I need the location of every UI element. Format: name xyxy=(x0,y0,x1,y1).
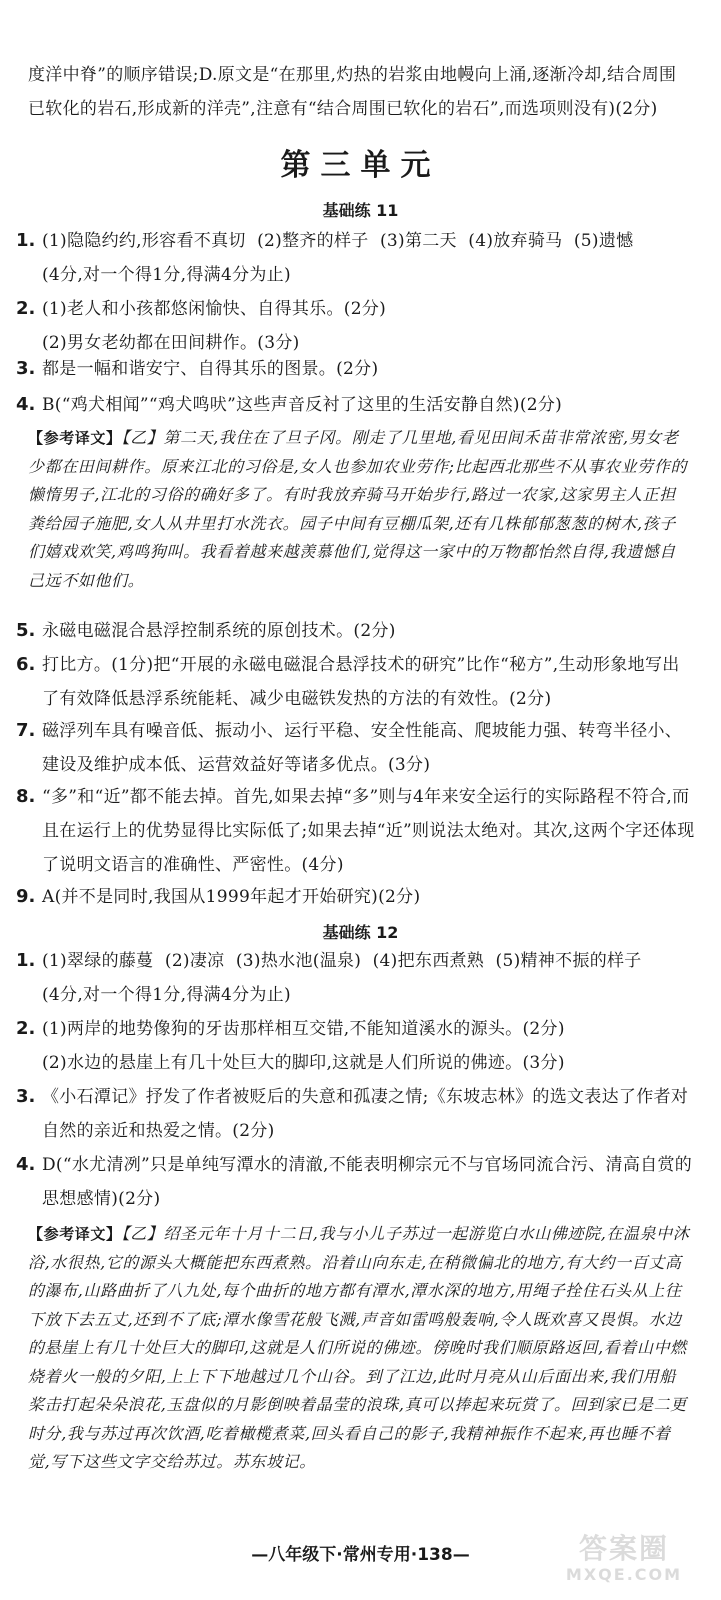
item-text: “多”和“近”都不能去掉。首先,如果去掉“多”则与4年来安全运行的实际路程不符合,而且在运行上的优势显得比实际低了;如果去掉“近”则说法太绝对。其次,这两个字还体现了说明文语言的准确性、严密性。(4分) xyxy=(42,787,695,875)
item-text: 《小石潭记》抒发了作者被贬后的失意和孤凄之情;《东坡志林》的选文表达了作者对自然的亲近和热爱之情。(2分) xyxy=(42,1087,689,1141)
item-text: 永磁电磁混合悬浮控制系统的原创技术。(2分) xyxy=(42,621,396,641)
item-number: 8. xyxy=(16,786,36,807)
item-text: D(“水尤清冽”只是单纯写潭水的清澈,不能表明柳宗元不与官场同流合污、清高自赏的思想感情)(2分) xyxy=(42,1155,693,1209)
item-number: 7. xyxy=(16,720,36,741)
item-text: (1)翠绿的藤蔓 (2)凄凉 (3)热水池(温泉) (4)把东西煮熟 (5)精神不振的样子 (4分,对一个得1分,得满4分为止) xyxy=(42,951,642,1005)
watermark-logo xyxy=(549,1525,699,1585)
translation-tag: 【参考译文】 xyxy=(28,1225,122,1243)
reference-translation-11 xyxy=(28,424,692,595)
watermark-text: 答案圈 xyxy=(578,1532,669,1565)
item-text: A(并不是同时,我国从1999年起才开始研究)(2分) xyxy=(42,887,421,907)
item-text: B(“鸡犬相闻”“鸡犬鸣吠”这些声音反衬了这里的生活安静自然)(2分) xyxy=(42,395,563,415)
item-number: 5. xyxy=(16,620,36,641)
item-number: 1. xyxy=(16,230,36,251)
section-title-12: 基础练 12 xyxy=(322,923,399,942)
item-text: (1)老人和小孩都悠闲愉快、自得其乐。(2分) (2)男女老幼都在田间耕作。(3分) xyxy=(42,299,387,353)
translation-text: 【乙】第二天,我住在了旦子冈。刚走了几里地,看见田间禾苗非常浓密,男女老少都在田间耕作。原来江北的习俗是,女人也参加农业劳作;比起西北那些不从事农业劳作的懒惰男子,江北的习俗的确好多了。有时我放弃骑马开始步行,路过一农家,这家男主人正担粪给园子施肥,女人从井里打水洗衣。园子中间有豆棚瓜架,还有几株郁郁葱葱的树木,孩子们嬉戏欢笑,鸡鸣狗叫。我看着越来越羡慕他们,觉得这一家中的万物都怡然自得,我遗憾自己远不如他们。 xyxy=(28,428,688,590)
item-text: (1)两岸的地势像狗的牙齿那样相互交错,不能知道溪水的源头。(2分) (2)水边的悬崖上有几十处巨大的脚印,这就是人们所说的佛迹。(3分) xyxy=(42,1019,565,1073)
item-number: 3. xyxy=(16,1086,36,1107)
item-text: 磁浮列车具有噪音低、振动小、运行平稳、安全性能高、爬坡能力强、转弯半径小、建设及维护成本低、运营效益好等诸多优点。(3分) xyxy=(42,721,683,775)
item-number: 9. xyxy=(16,886,36,907)
item-text: 都是一幅和谐安宁、自得其乐的图景。(2分) xyxy=(42,359,379,379)
translation-text: 【乙】绍圣元年十月十二日,我与小儿子苏过一起游览白水山佛迹院,在温泉中沐浴,水很热,它的源头大概能把东西煮熟。沿着山向东走,在稍微偏北的地方,有大约一百丈高的瀑布,山路曲折了八九处,每个曲折的地方都有潭水,潭水深的地方,用绳子拴住石头从上往下放下去五丈,还到不了底;潭水像雪花般飞溅,声音如雷鸣般轰响,令人既欢喜又畏惧。水边的悬崖上有几十处巨大的脚印,这就是人们所说的佛迹。傍晚时我们顺原路返回,看着山中燃烧着火一般的夕阳,上上下下地越过几个山谷。到了江边,此时月亮从山后面出来,我们用船桨击打起朵朵浪花,玉盘似的月影倒映着晶莹的浪珠,真可以捧起来玩赏了。回到家已是二更时分,我与苏过再次饮酒,吃着橄榄煮菜,回头看自己的影子,我精神振作不起来,再也睡不着觉,写下这些文字交给苏过。苏东坡记。 xyxy=(28,1224,690,1471)
item-number: 2. xyxy=(16,298,36,319)
item-text: 打比方。(1分)把“开展的永磁电磁混合悬浮技术的研究”比作“秘方”,生动形象地写出了有效降低悬浮系统能耗、减少电磁铁发热的方法的有效性。(2分) xyxy=(42,655,680,709)
item-number: 4. xyxy=(16,394,36,415)
item-text: (1)隐隐约约,形容看不真切 (2)整齐的样子 (3)第二天 (4)放弃骑马 (5)遗憾 (4分,对一个得1分,得满4分为止) xyxy=(42,231,634,285)
intro-paragraph: 度洋中脊”的顺序错误;D.原文是“在那里,灼热的岩浆由地幔向上涌,逐渐冷却,结合周围已软化的岩石,形成新的洋壳”,注意有“结合周围已软化的岩石”,而选项则没有)(2分) xyxy=(28,65,677,119)
reference-translation-12 xyxy=(28,1220,692,1477)
watermark-url: MXQE.COM xyxy=(565,1565,683,1584)
item-number: 2. xyxy=(16,1018,36,1039)
item-number: 4. xyxy=(16,1154,36,1175)
page-footer: —八年级下·常州专用·138— xyxy=(251,1545,470,1565)
translation-tag: 【参考译文】 xyxy=(28,429,122,447)
unit-title: 第三单元 xyxy=(280,148,441,183)
item-number: 3. xyxy=(16,358,36,379)
item-number: 1. xyxy=(16,950,36,971)
section-title-11: 基础练 11 xyxy=(322,201,399,220)
item-number: 6. xyxy=(16,654,36,675)
